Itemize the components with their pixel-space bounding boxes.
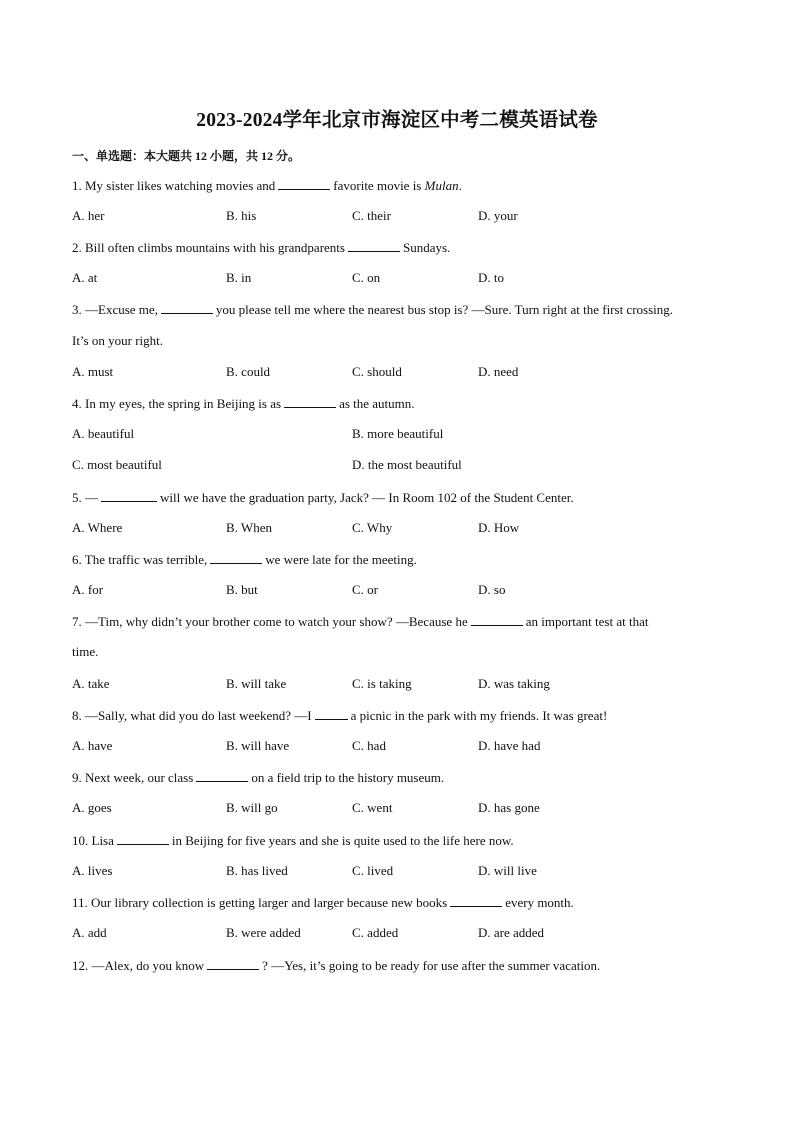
question-text: in Beijing for five years and she is quite used to the life here now. (171, 833, 514, 848)
answer-blank (348, 239, 400, 252)
question-11 (72, 894, 574, 911)
page-title: 2023-2024学年北京市海淀区中考二模英语试卷 (196, 110, 598, 131)
option-a: A. her (72, 208, 105, 223)
option-b: B. will have (226, 738, 290, 753)
question-text: 7. —Tim, why didn’t your brother come to watch your show? —Because he (72, 614, 468, 629)
option-d: D. will live (478, 863, 537, 878)
option-b: B. has lived (226, 863, 288, 878)
option-b: B. but (226, 582, 258, 597)
question-1 (72, 177, 462, 194)
question-6 (72, 551, 417, 568)
option-b: B. more beautiful (352, 426, 444, 441)
answer-blank (450, 894, 502, 907)
option-b: B. will go (226, 800, 278, 815)
question-text: 12. —Alex, do you know (72, 958, 205, 973)
option-c: C. or (352, 582, 378, 597)
question-text: 6. The traffic was terrible, (72, 552, 208, 567)
answer-blank (196, 769, 248, 782)
question-8 (72, 707, 607, 724)
question-7-continued: time. (72, 644, 99, 659)
option-d: D. have had (478, 738, 541, 753)
option-a: A. goes (72, 800, 112, 815)
question-10 (72, 832, 514, 849)
question-9 (72, 769, 444, 786)
option-d: D. has gone (478, 800, 540, 815)
option-b: B. his (226, 208, 257, 223)
option-b: B. When (226, 520, 272, 535)
question-12 (72, 957, 600, 974)
option-a: A. Where (72, 520, 123, 535)
option-d: D. the most beautiful (352, 457, 462, 472)
answer-blank (210, 551, 262, 564)
option-d: D. to (478, 270, 504, 285)
question-5 (72, 489, 574, 506)
option-b: B. will take (226, 676, 287, 691)
question-3 (72, 301, 673, 318)
option-b: B. were added (226, 925, 301, 940)
option-c: C. went (352, 800, 393, 815)
option-a: A. lives (72, 863, 113, 878)
option-d: D. your (478, 208, 518, 223)
option-a: A. at (72, 270, 98, 285)
answer-blank (278, 177, 330, 190)
option-c: C. added (352, 925, 399, 940)
question-text: 2. Bill often climbs mountains with his grandparents (72, 240, 345, 255)
movie-title: Mulan (424, 178, 459, 193)
question-text: 1. My sister likes watching movies and (72, 178, 276, 193)
option-c: C. on (352, 270, 381, 285)
section-heading: 一、单选题：本大题共 12 小题，共 12 分。 (72, 149, 301, 163)
option-c: C. should (352, 364, 402, 379)
question-text: will we have the graduation party, Jack? — In Room 102 of the Student Center. (160, 490, 574, 505)
question-text: you please tell me where the nearest bus stop is? —Sure. Turn right at the first crossing. (215, 302, 674, 317)
answer-blank (117, 832, 169, 845)
question-7 (72, 613, 648, 630)
option-c: C. lived (352, 863, 394, 878)
option-c: C. had (352, 738, 386, 753)
question-4 (72, 395, 415, 412)
question-text: we were late for the meeting. (265, 552, 417, 567)
option-d: D. How (478, 520, 520, 535)
question-text: on a field trip to the history museum. (251, 770, 445, 785)
option-d: D. was taking (478, 676, 550, 691)
question-text: favorite movie is (333, 178, 422, 193)
option-a: A. must (72, 364, 114, 379)
option-c: C. Why (352, 520, 393, 535)
question-text: 9. Next week, our class (72, 770, 194, 785)
question-text: 10. Lisa (72, 833, 114, 848)
option-b: B. in (226, 270, 252, 285)
option-b: B. could (226, 364, 271, 379)
answer-blank (284, 395, 336, 408)
question-text: 8. —Sally, what did you do last weekend? —I (72, 708, 312, 723)
option-d: D. so (478, 582, 506, 597)
question-text: as the autumn. (339, 396, 415, 411)
option-d: D. are added (478, 925, 545, 940)
option-a: A. have (72, 738, 113, 753)
question-text: every month. (505, 895, 574, 910)
option-a: A. take (72, 676, 110, 691)
question-text: 11. Our library collection is getting larger and larger because new books (72, 895, 448, 910)
answer-blank (101, 489, 157, 502)
question-2 (72, 239, 450, 256)
answer-blank (315, 707, 348, 720)
question-text: an important test at that (525, 614, 649, 629)
question-text: 4. In my eyes, the spring in Beijing is as (72, 396, 282, 411)
option-c: C. most beautiful (72, 457, 162, 472)
answer-blank (471, 613, 523, 626)
question-text: 3. —Excuse me, (72, 302, 158, 317)
answer-blank (207, 957, 259, 970)
option-a: A. for (72, 582, 104, 597)
question-text: ? —Yes, it’s going to be ready for use after the summer vacation. (262, 958, 601, 973)
question-text: a picnic in the park with my friends. It was great! (350, 708, 608, 723)
option-a: A. beautiful (72, 426, 135, 441)
option-c: C. is taking (352, 676, 412, 691)
option-c: C. their (352, 208, 391, 223)
question-text: 5. — (72, 490, 98, 505)
answer-blank (161, 301, 213, 314)
question-text: Sundays. (402, 240, 451, 255)
option-a: A. add (72, 925, 107, 940)
punctuation: . (458, 178, 462, 193)
option-d: D. need (478, 364, 519, 379)
question-3-continued: It’s on your right. (72, 333, 163, 348)
